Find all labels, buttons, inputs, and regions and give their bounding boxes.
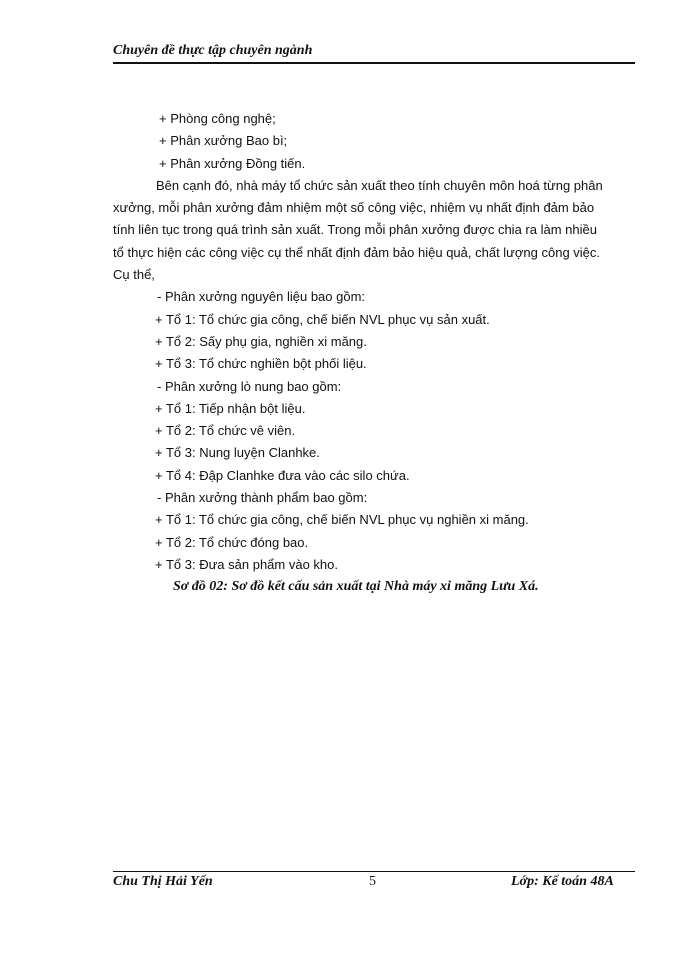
section-heading: - Phân xưởng lò nung bao gồm:: [157, 378, 342, 394]
header-rule: [113, 62, 635, 64]
list-item: + Tổ 2: Sấy phụ gia, nghiền xi măng.: [155, 333, 367, 349]
list-item: + Phân xưởng Bao bì;: [159, 133, 288, 149]
paragraph-line: xưởng, mỗi phân xưởng đảm nhiệm một số công việc, nhiệm vụ nhất định đảm bảo: [113, 200, 595, 216]
list-item: + Tổ 1: Tổ chức gia công, chế biến NVL phục vụ nghiền xi măng.: [155, 512, 529, 528]
list-item: + Tổ 3: Nung luyện Clanhke.: [155, 445, 320, 461]
footer-author: Chu Thị Hải Yến: [113, 874, 213, 889]
footer-rule: [113, 871, 635, 872]
list-item: + Tổ 1: Tiếp nhận bột liệu.: [155, 400, 306, 416]
footer: [0, 874, 700, 896]
document-body: [113, 108, 635, 599]
header-title: Chuyên đề thực tập chuyên ngành: [113, 43, 313, 58]
paragraph-line: tính liên tục trong quá trình sản xuất. Trong mỗi phân xưởng được chia ra làm nhiều: [113, 222, 597, 238]
list-item: + Tổ 3: Đưa sản phẩm vào kho.: [155, 556, 338, 572]
paragraph-line: Cụ thể,: [113, 267, 155, 283]
list-item: + Phân xưởng Đồng tiến.: [159, 155, 306, 171]
page-number: 5: [369, 874, 376, 889]
list-item: + Tổ 3: Tổ chức nghiền bột phối liệu.: [155, 356, 367, 372]
paragraph-line: tổ thực hiện các công việc cụ thể nhất định đảm bảo hiệu quả, chất lượng công việc.: [113, 244, 601, 260]
section-heading: - Phân xưởng nguyên liệu bao gồm:: [157, 289, 366, 305]
section-heading: - Phân xưởng thành phẩm bao gồm:: [157, 490, 368, 506]
paragraph-line: Bên cạnh đó, nhà máy tổ chức sản xuất theo tính chuyên môn hoá từng phân: [156, 177, 603, 193]
body-paragraph: [113, 175, 635, 286]
list-item: + Phòng công nghệ;: [159, 111, 276, 126]
list-item: + Tổ 2: Tổ chức vê viên.: [155, 423, 296, 439]
list-item: + Tổ 4: Đập Clanhke đưa vào các silo chứa.: [155, 467, 410, 483]
list-item: + Tổ 2: Tổ chức đóng bao.: [155, 534, 309, 550]
footer-class: Lớp: Kế toán 48A: [511, 874, 614, 889]
list-item: + Tổ 1: Tổ chức gia công, chế biến NVL phục vụ sản xuất.: [155, 311, 490, 327]
figure-caption: Sơ đồ 02: Sơ đồ kết cấu sản xuất tại Nhà máy xi măng Lưu Xá.: [173, 579, 539, 595]
